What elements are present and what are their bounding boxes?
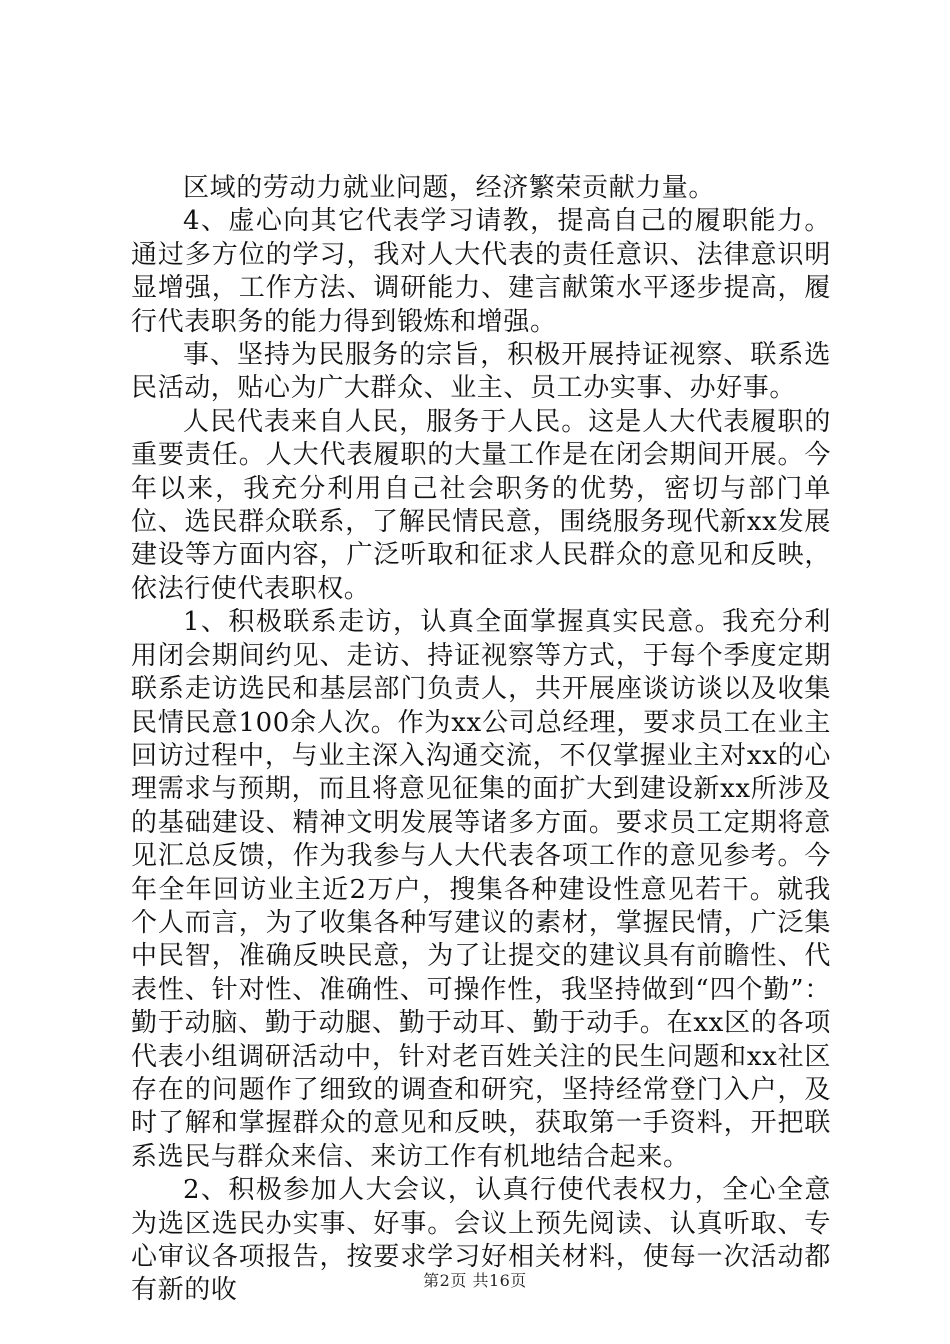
paragraph-2: 4、虚心向其它代表学习请教，提高自己的履职能力。通过多方位的学习，我对人大代表的责任意识、法律意识明显增强，工作方法、调研能力、建言献策水平逐步提高，履行代表职务的能力得到锻炼和增强。 (131, 206, 831, 337)
paragraph-4: 人民代表来自人民，服务于人民。这是人大代表履职的重要责任。人大代表履职的大量工作是在闭会期间开展。今年以来，我充分利用自己社会职务的优势，密切与部门单位、选民群众联系，了解民情民意，围绕服务现代新xx发展建设等方面内容，广泛听取和征求人民群众的意见和反映，依法行使代表职权。 (131, 406, 831, 604)
page-footer: 第2页 共16页 (423, 1271, 527, 1290)
paragraph-1: 区域的劳动力就业问题，经济繁荣贡献力量。 (183, 173, 716, 203)
paragraph-5: 1、积极联系走访，认真全面掌握真实民意。我充分利用闭会期间约见、走访、持证视察等方式，于每个季度定期联系走访选民和基层部门负责人，共开展座谈访谈以及收集民情民意100余人次。作为xx公司总经理，要求员工在业主回访过程中，与业主深入沟通交流，不仅掌握业主对xx的心理需求与预期，而且将意见征集的面扩大到建设新xx所涉及的基础建设、精神文明发展等诸多方面。要求员工定期将意见汇总反馈，作为我参与人大代表各项工作的意见参考。今年全年回访业主近2万户，搜集各种建设性意见若干。就我个人而言，为了收集各种写建议的素材，掌握民情，广泛集中民智，准确反映民意，为了让提交的建议具有前瞻性、代表性、针对性、准确性、可操作性，我坚持做到“四个勤”：勤于动脑、勤于动腿、勤于动耳、勤于动手。在xx区的各项代表小组调研活动中，针对老百姓关注的民生问题和xx社区存在的问题作了细致的调查和研究，坚持经常登门入户，及时了解和掌握群众的意见和反映，获取第一手资料，开把联系选民与群众来信、来访工作有机地结合起来。 (131, 607, 831, 1172)
document-body (131, 172, 831, 1308)
paragraph-3: 事、坚持为民服务的宗旨，积极开展持证视察、联系选民活动，贴心为广大群众、业主、员工办实事、办好事。 (131, 340, 831, 404)
paragraph-6: 2、积极参加人大会议，认真行使代表权力，全心全意为选区选民办实事、好事。会议上预先阅读、认真听取、专心审议各项报告，按要求学习好相关材料，使每一次活动都有新的收 (131, 1175, 831, 1306)
